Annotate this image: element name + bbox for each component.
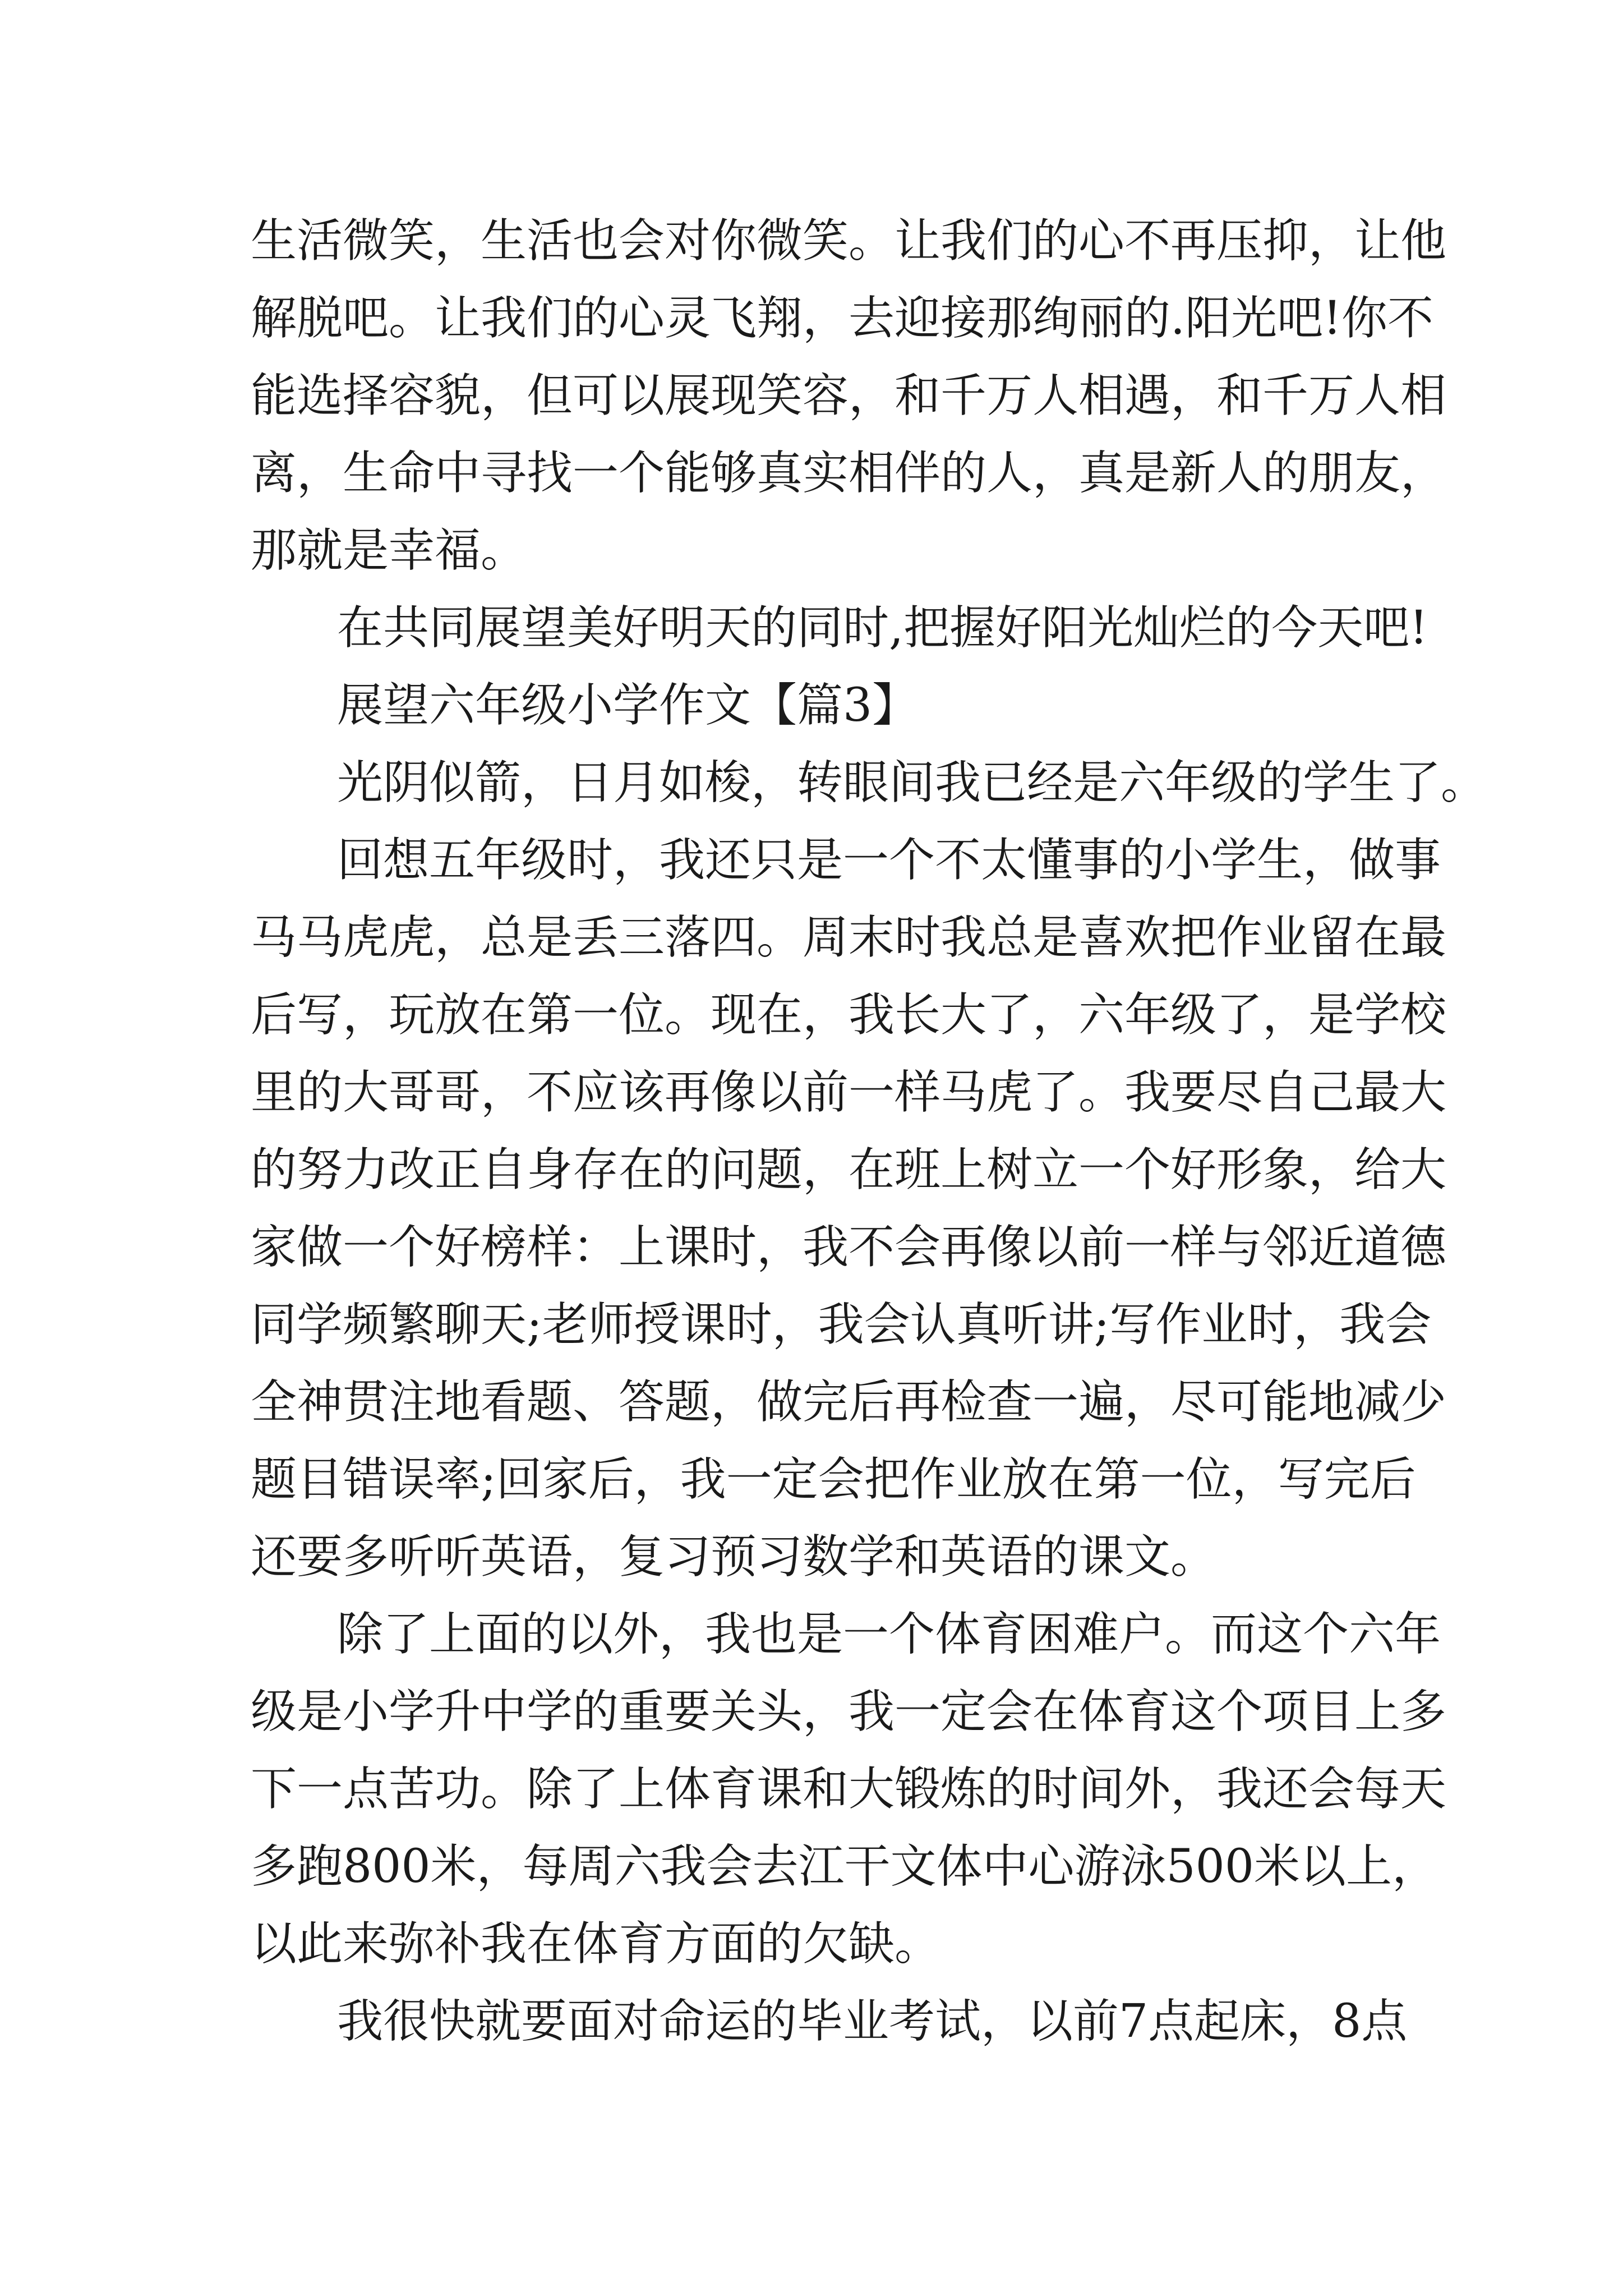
text-line: 马马虎虎，总是丢三落四。周末时我总是喜欢把作业留在最 — [251, 911, 1447, 964]
text-line: 的努力改正自身存在的问题，在班上树立一个好形象，给大 — [251, 1143, 1447, 1197]
text-line: 全神贯注地看题、答题，做完后再检查一遍，尽可能地减少 — [251, 1375, 1447, 1429]
text-line: 多跑800米，每周六我会去江干文体中心游泳500米以上， — [251, 1840, 1438, 1893]
text-line: 里的大哥哥，不应该再像以前一样马虎了。我要尽自己最大 — [251, 1066, 1447, 1119]
text-line: 光阴似箭，日月如梭，转眼间我已经是六年级的学生了。 — [337, 756, 1487, 809]
text-line: 后写，玩放在第一位。现在，我长大了，六年级了，是学校 — [251, 988, 1447, 1042]
text-line: 除了上面的以外，我也是一个体育困难户。而这个六年 — [337, 1608, 1441, 1661]
text-line: 家做一个好榜样：上课时，我不会再像以前一样与邻近道德 — [251, 1221, 1447, 1274]
text-line: 回想五年级时，我还只是一个不太懂事的小学生，做事 — [337, 834, 1441, 887]
text-line: 那就是幸福。 — [251, 524, 527, 577]
text-line: 级是小学升中学的重要关头，我一定会在体育这个项目上多 — [251, 1685, 1447, 1738]
text-line: 以此来弥补我在体育方面的欠缺。 — [251, 1917, 941, 1971]
text-line: 生活微笑，生活也会对你微笑。让我们的心不再压抑，让他 — [251, 214, 1447, 268]
text-line: 我很快就要面对命运的毕业考试，以前7点起床，8点 — [337, 1995, 1408, 2048]
text-line: 能选择容貌，但可以展现笑容，和千万人相遇，和千万人相 — [251, 369, 1447, 422]
text-line: 题目错误率;回家后，我一定会把作业放在第一位，写完后 — [251, 1453, 1416, 1506]
text-line: 在共同展望美好明天的同时,把握好阳光灿烂的今天吧! — [337, 601, 1428, 655]
text-line: 同学频繁聊天;老师授课时，我会认真听讲;写作业时，我会 — [251, 1298, 1432, 1351]
text-line: 离，生命中寻找一个能够真实相伴的人，真是新人的朋友， — [251, 447, 1447, 500]
text-line: 下一点苦功。除了上体育课和大锻炼的时间外，我还会每天 — [251, 1763, 1447, 1816]
text-line: 解脱吧。让我们的心灵飞翔，去迎接那绚丽的.阳光吧!你不 — [251, 292, 1434, 345]
text-line: 还要多听听英语，复习预习数学和英语的课文。 — [251, 1530, 1217, 1584]
section-heading: 展望六年级小学作文【篇3】 — [337, 679, 919, 732]
